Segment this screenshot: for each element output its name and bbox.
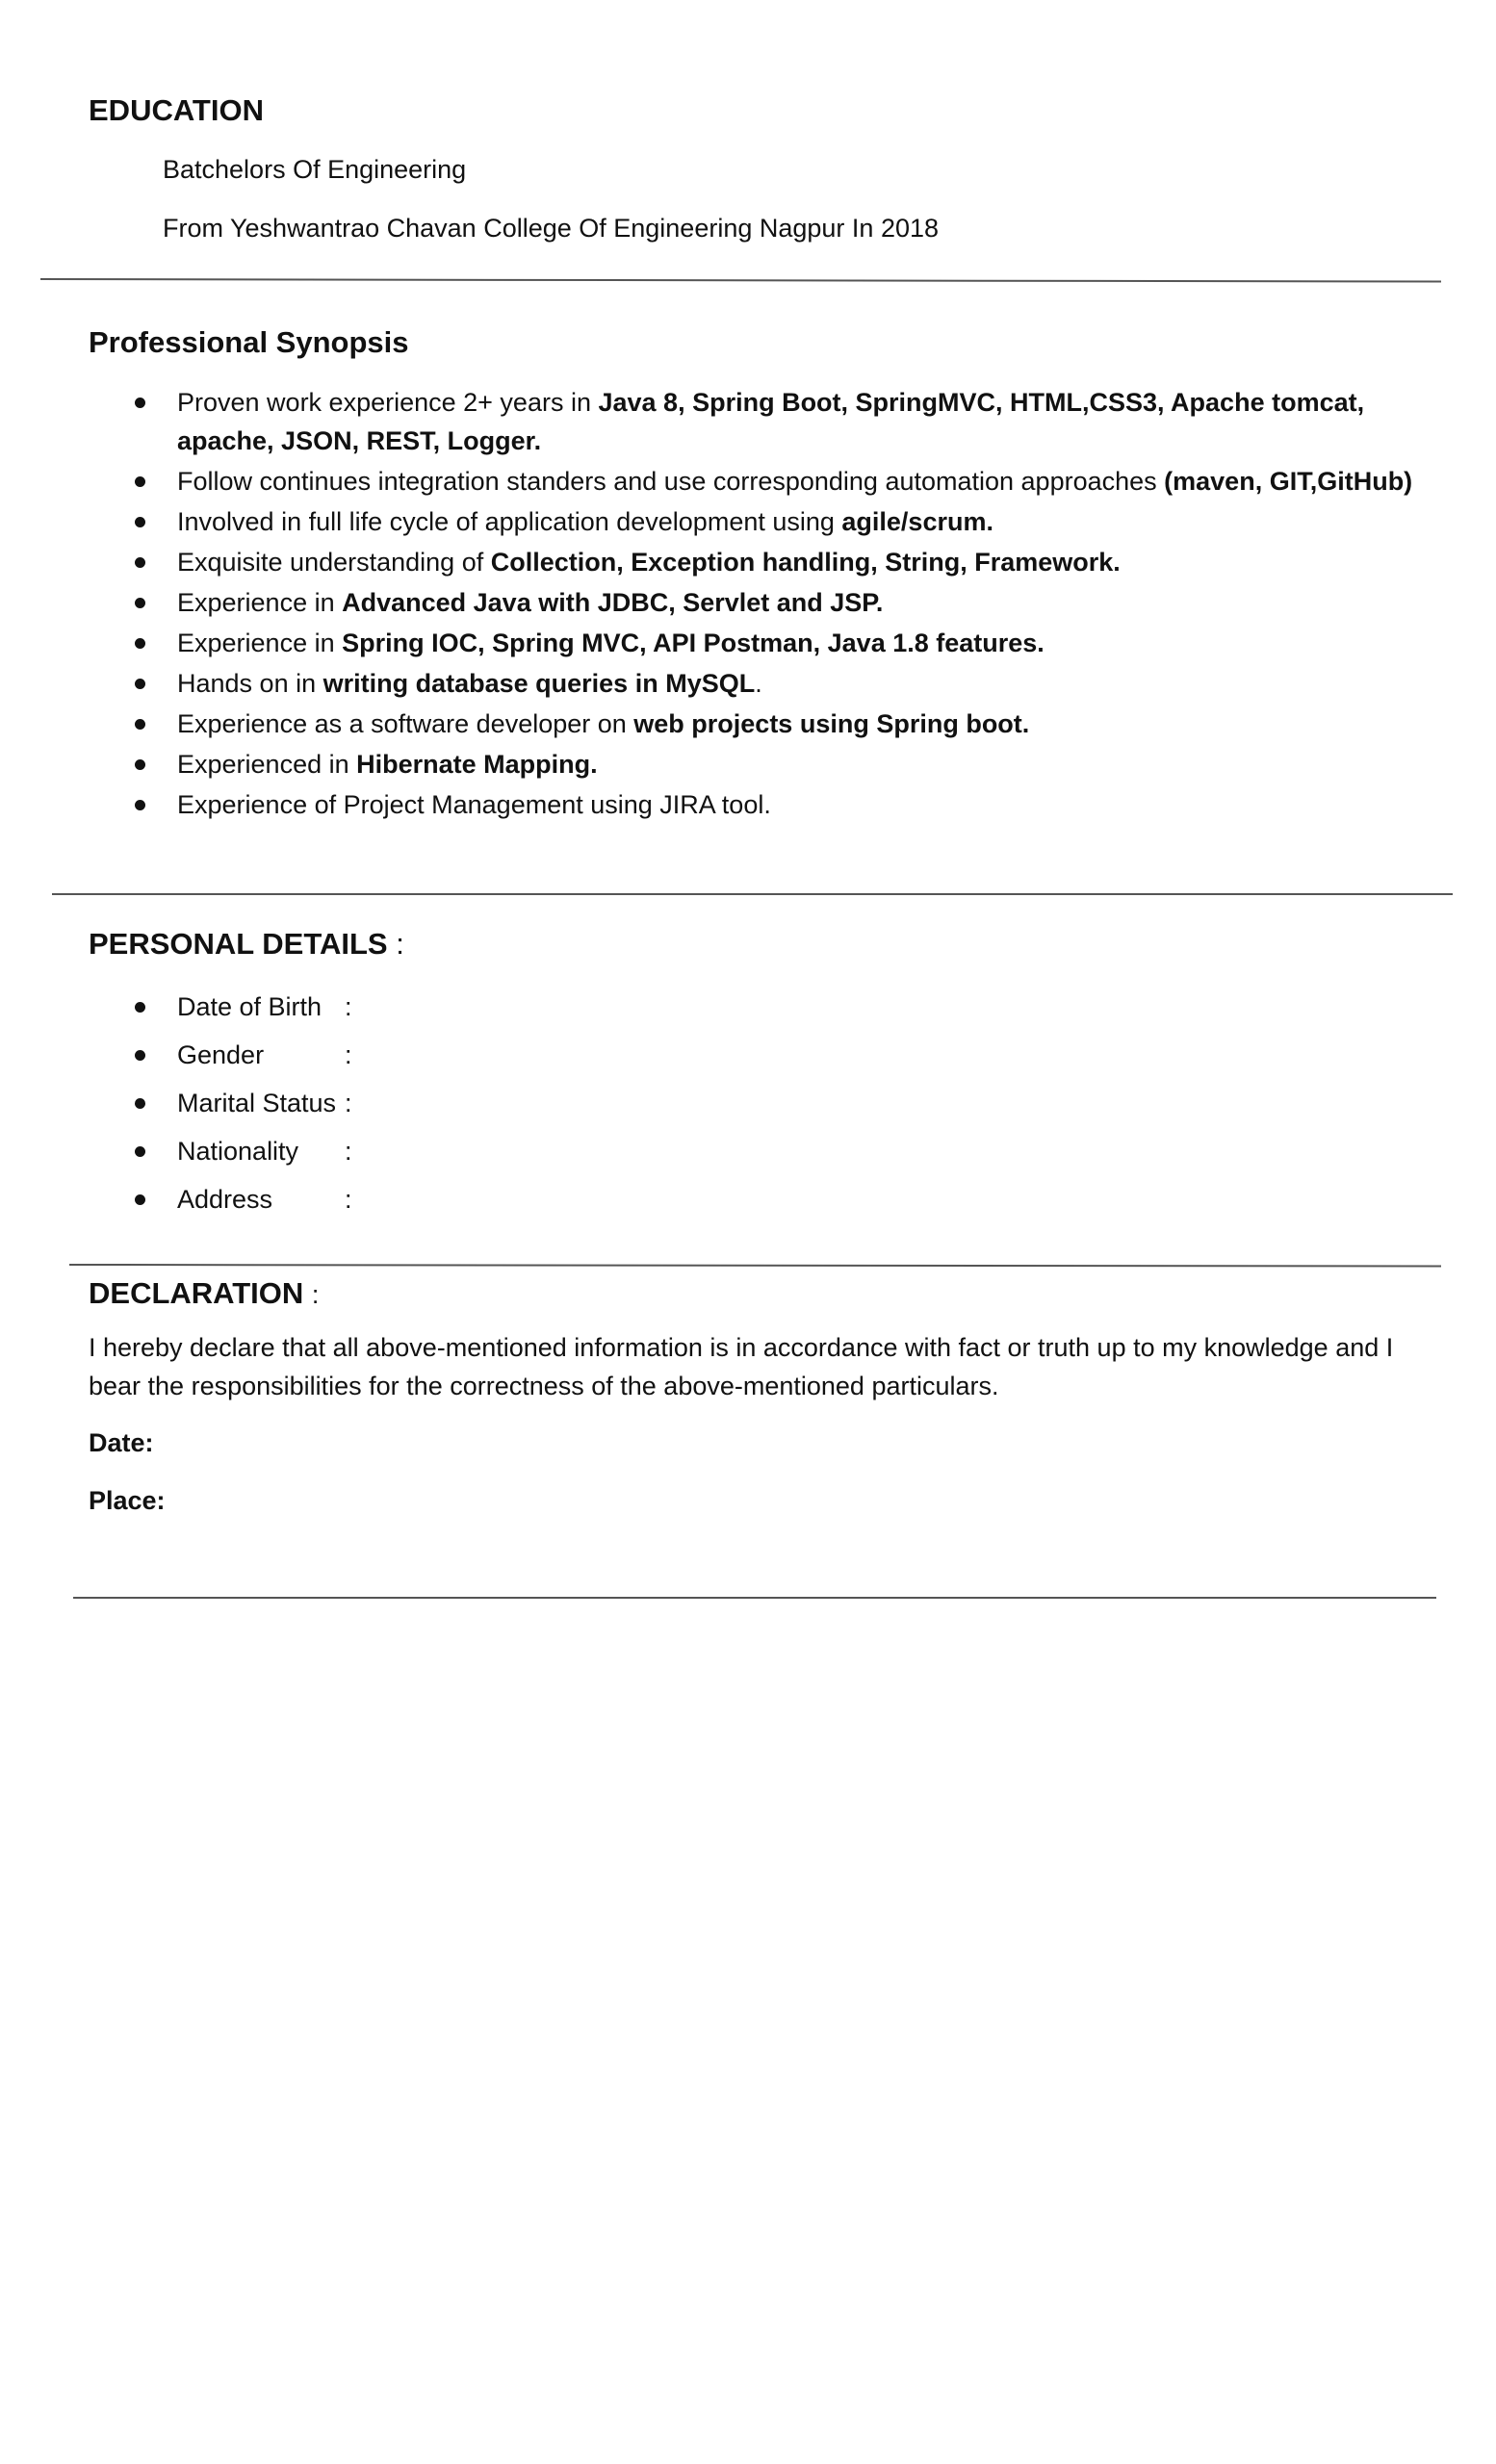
personal-details-heading: PERSONAL DETAILS : bbox=[89, 927, 404, 961]
date-label: Date: bbox=[89, 1428, 154, 1457]
synopsis-item: Involved in full life cycle of application development using agile/scrum. bbox=[89, 502, 1417, 541]
declaration-text: I hereby declare that all above-mentioned information is in accordance with fact or truth up to my knowledge and I bear the responsibilities for the correctness of the above-mentioned particulars. bbox=[89, 1333, 1394, 1400]
personal-detail-row: Date of Birth : bbox=[89, 988, 859, 1026]
synopsis-list bbox=[89, 383, 1417, 826]
synopsis-item: Follow continues integration standers and use corresponding automation approaches (maven, GIT,GitHub) bbox=[89, 462, 1417, 500]
synopsis-item: Hands on in writing database queries in MySQL. bbox=[89, 664, 1417, 703]
section-divider bbox=[69, 1264, 1441, 1267]
synopsis-item: Experience in Spring IOC, Spring MVC, API Postman, Java 1.8 features. bbox=[89, 624, 1417, 662]
personal-detail-row: Marital Status : bbox=[89, 1084, 859, 1122]
personal-detail-row: Nationality : bbox=[89, 1132, 859, 1170]
synopsis-item: Experience in Advanced Java with JDBC, Servlet and JSP. bbox=[89, 583, 1417, 622]
synopsis-heading: Professional Synopsis bbox=[89, 325, 409, 359]
personal-detail-row: Address : bbox=[89, 1180, 859, 1219]
section-divider bbox=[73, 1597, 1436, 1599]
education-degree: Batchelors Of Engineering bbox=[163, 155, 467, 184]
personal-detail-row: Gender : bbox=[89, 1036, 859, 1074]
synopsis-item: Experienced in Hibernate Mapping. bbox=[89, 745, 1417, 783]
personal-details-list bbox=[89, 988, 859, 1228]
synopsis-item: Exquisite understanding of Collection, Exception handling, String, Framework. bbox=[89, 543, 1417, 581]
synopsis-item: Experience as a software developer on web projects using Spring boot. bbox=[89, 705, 1417, 743]
section-divider bbox=[52, 893, 1453, 895]
education-heading: EDUCATION bbox=[89, 93, 264, 127]
section-divider bbox=[40, 278, 1441, 283]
place-label: Place: bbox=[89, 1486, 166, 1515]
education-institution: From Yeshwantrao Chavan College Of Engineering Nagpur In 2018 bbox=[163, 214, 940, 243]
declaration-heading: DECLARATION : bbox=[89, 1276, 320, 1310]
synopsis-item: Experience of Project Management using JIRA tool. bbox=[89, 785, 1417, 824]
synopsis-item: Proven work experience 2+ years in Java 8, Spring Boot, SpringMVC, HTML,CSS3, Apache tomcat, apache, JSON, REST, Logger. bbox=[89, 383, 1417, 460]
